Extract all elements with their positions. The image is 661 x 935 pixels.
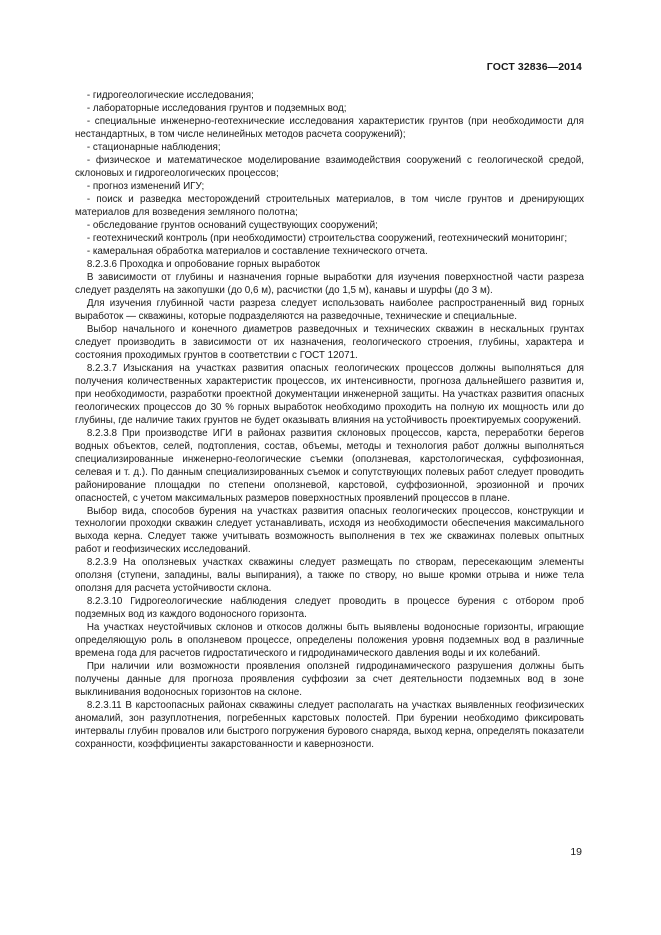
list-item-processing: - камеральная обработка материалов и составление технического отчета.: [86, 245, 428, 257]
document-body: [75, 90, 584, 752]
list-item-laboratory: - лабораторные исследования грунтов и подземных вод;: [86, 102, 347, 114]
paragraph: Выбор начального и конечного диаметров разведочных и технических скважин в нескальных грунтах следует производить в зависимости от их назначения, геологического строения, глубины, характера и состояния проходимых грунтов в соответствии с ГОСТ 12071.: [75, 323, 584, 361]
list-item-hydrogeological: - гидрогеологические исследования;: [86, 90, 254, 101]
paragraph: На участках неустойчивых склонов и откосов должны быть выявлены водоносные горизонты, играющие определяющую роль в оползневом процессе, определены положения уровня подземных вод в различные времена года для расчетов гидростатического и гидродинамического давления воды и их колебаний.: [75, 622, 584, 660]
paragraph: При наличии или возможности проявления оползней гидродинамического разрушения должны быть получены данные для прогноза проявления суффозии за счет деятельности подземных вод в зоне выклинивания водоносных горизонтов на склоне.: [75, 661, 584, 699]
page-number: 19: [570, 846, 582, 858]
paragraph: Выбор вида, способов бурения на участках развития опасных геологических процессов, конструкции и технологии проходки скважин следует устанавливать, исходя из необходимости обеспечения максимального выхода керна. Следует также учитывать возможность выполнения в тех же скважинах полевых опытных работ и геофизических исследований.: [75, 505, 584, 556]
paragraph: В зависимости от глубины и назначения горные выработки для изучения поверхностной части разреза следует разделять на закопушки (до 0,6 м), расчистки (до 1,5 м), канавы и шурфы (до 3 м).: [75, 271, 584, 296]
paragraph-8-2-3-11: 8.2.3.11 В карстоопасных районах скважины следует располагать на участках выявленных геофизических аномалий, зон разуплотнения, погребенных карстовых полостей. При бурении необходимо фиксировать интервалы глубин провалов или быстрого погружения бурового снаряда, выход керна, определять показатели сохранности, коэффициенты закарстованности и кавернозности.: [75, 700, 584, 751]
list-item-forecast: - прогноз изменений ИГУ;: [86, 180, 205, 192]
paragraph: Для изучения глубинной части разреза следует использовать наиболее распространенный вид горных выработок — скважины, которые подразделяются на разведочные, технические и специальные.: [75, 297, 584, 322]
list-item-exploration: - поиск и разведка месторождений строительных материалов, в том числе грунтов и дренирующих материалов для возведения земляного полотна;: [75, 193, 584, 218]
list-item-inspection: - обследование грунтов оснований существующих сооружений;: [86, 219, 378, 231]
list-item-special-research: - специальные инженерно-геотехнические исследования характеристик грунтов (при необходимости для нестандартных, в том числе нелинейных методов расчета сооружений);: [75, 115, 584, 140]
paragraph-8-2-3-9: 8.2.3.9 На оползневых участках скважины следует размещать по створам, пересекающим элементы оползня (ступени, западины, валы выпирания), а также по створу, но выше кромки отрыва и ниже тела оползня для расчета устойчивости склона.: [75, 557, 584, 595]
paragraph-8-2-3-10: 8.2.3.10 Гидрогеологические наблюдения следует проводить в процессе бурения с отбором проб подземных вод из каждого водоносного горизонта.: [75, 596, 584, 621]
list-item-modeling: - физическое и математическое моделирование взаимодействия сооружений с геологической средой, склоновых и гидрогеологических процессов;: [75, 154, 584, 179]
document-code: ГОСТ 32836—2014: [486, 61, 582, 73]
paragraph-8-2-3-7: 8.2.3.7 Изыскания на участках развития опасных геологических процессов должны выполняться для получения количественных характеристик процессов, их интенсивности, прогноза дальнейшего развития и, при необходимости, разработки проектной документации инженерной защиты. На участках развития опасных геологических процессов до 30 % горных выработок необходимо проходить на полную их мощность или до глубины, где наличие таких грунтов не будет оказывать влияния на устойчивость проектируемых сооружений.: [75, 362, 584, 426]
paragraph-8-2-3-8: 8.2.3.8 При производстве ИГИ в районах развития склоновых процессов, карста, переработки берегов водных объектов, селей, подтопления, состав, объемы, методы и технология работ должны выполняться специализированные инженерно-геологические съемки (оползневая, карстологическая, суффозионная, селевая и т. д.). По данным специализированных съемок и сопутствующих полевых работ следует проводить районирование площадки по степени оползневой, карстовой, суффозионной, эрозионной и прочих опасностей, с учетом максимальных размеров поверхностных проявлений процессов в плане.: [75, 427, 584, 504]
list-item-control: - геотехнический контроль (при необходимости) строительства сооружений, геотехнический мониторинг;: [86, 232, 568, 244]
list-item-stationary: - стационарные наблюдения;: [86, 141, 221, 153]
section-heading-8-2-3-6: 8.2.3.6 Проходка и опробование горных выработок: [86, 258, 320, 270]
